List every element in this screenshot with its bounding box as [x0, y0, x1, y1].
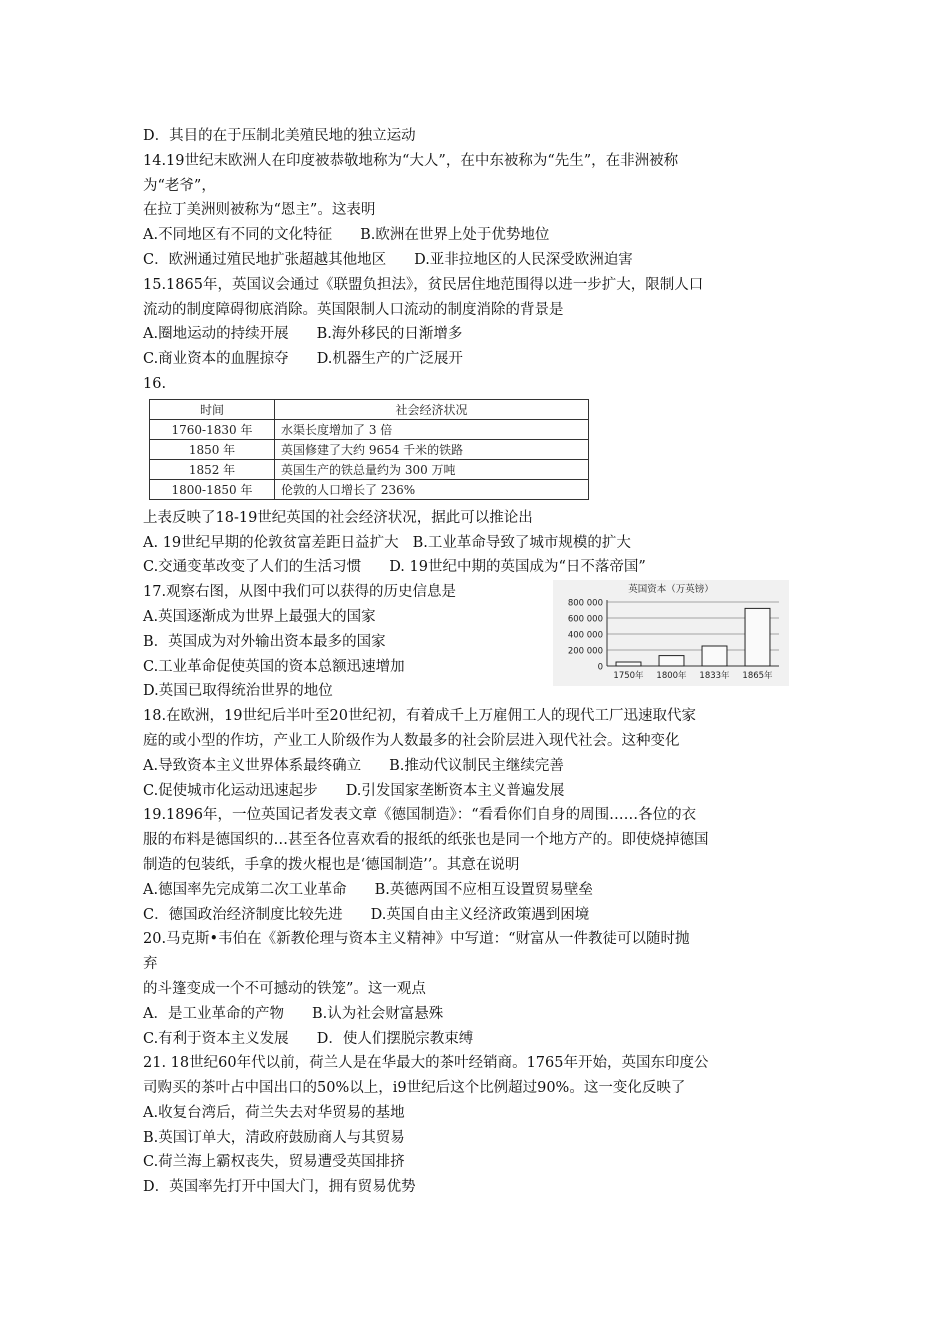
q14-options-cd	[143, 248, 803, 273]
y-tick-label: 600 000	[567, 614, 603, 625]
q15-stem-cont: 流动的制度障碍彻底消除。英国限制人口流动的制度消除的背景是	[143, 301, 564, 318]
table-row	[150, 419, 589, 439]
q15-option-b: B.海外移民的日渐增多	[316, 326, 463, 343]
q21-option-b: B.英国订单大，清政府鼓励商人与其贸易	[143, 1129, 405, 1146]
q16-option-a: A. 19世纪早期的伦敦贫富差距日益扩大	[143, 534, 399, 551]
q17-option-c: C.工业革命促使英国的资本总额迅速增加	[143, 658, 405, 675]
q21-stem: 21. 18世纪60年代以前，荷兰人是在华最大的茶叶经销商。1765年开始，英国东印度公	[143, 1055, 709, 1072]
q19-option-b: B.英德两国不应相互设置贸易壁垒	[374, 881, 593, 898]
q20-options-ab	[143, 1002, 803, 1027]
q16-table	[149, 399, 589, 500]
q16-options-ab	[143, 531, 803, 556]
q20-stem-cont: 弃	[143, 956, 158, 973]
q17-block	[143, 580, 803, 704]
table-header-time: 时间	[150, 399, 275, 419]
chart-bar	[745, 609, 770, 667]
q21-option-c: C.荷兰海上霸权丧失，贸易遭受英国排挤	[143, 1154, 405, 1171]
table-cell-status: 伦敦的人口增长了 236%	[275, 479, 589, 499]
q19-stem-cont2: 制造的包装纸，手拿的拨火棍也是‘德国制造’’。其意在说明	[143, 856, 520, 873]
q19-stem-cont: 服的布料是德国织的…甚至各位喜欢看的报纸的纸张也是同一个地方产的。即使烧掉德国	[143, 832, 709, 849]
q18-options-ab	[143, 754, 803, 779]
q15-stem: 15.1865年，英国议会通过《联盟负担法》，贫民居住地范围得以进一步扩大，限制人口	[143, 276, 704, 293]
q14-option-b: B.欧洲在世界上处于优势地位	[360, 227, 550, 244]
q15-option-a: A.圈地运动的持续开展	[143, 326, 289, 343]
capital-bar-chart	[553, 580, 789, 686]
chart-bar	[616, 662, 641, 666]
y-tick-label: 0	[597, 662, 603, 673]
q18-option-c: C.促使城市化运动迅速起步	[143, 782, 318, 799]
chart-title: 英国资本（万英镑）	[628, 584, 714, 596]
table-row	[150, 439, 589, 459]
table-header-row	[150, 399, 589, 419]
q17-option-a: A.英国逐渐成为世界上最强大的国家	[143, 608, 376, 625]
q14-stem: 14.19世纪末欧洲人在印度被恭敬地称为“大人”，在中东被称为“先生”，在非洲被称	[143, 152, 679, 169]
q16-number: 16.	[143, 375, 167, 392]
y-tick-label: 400 000	[567, 630, 603, 641]
q15-options-ab	[143, 322, 803, 347]
q15-option-d: D.机器生产的广泛展开	[316, 351, 463, 368]
q20-options-cd	[143, 1027, 803, 1052]
q18-stem-cont: 庭的或小型的作坊，产业工人阶级作为人数最多的社会阶层进入现代社会。这种变化	[143, 732, 680, 749]
q21-option-a: A.收复台湾后，荷兰失去对华贸易的基地	[143, 1104, 405, 1121]
q20-option-c: C.有利于资本主义发展	[143, 1030, 289, 1047]
q20-stem: 20.马克斯•韦伯在《新教伦理与资本主义精神》中写道：“财富从一件教徒可以随时抛	[143, 931, 690, 948]
q18-option-a: A.导致资本主义世界体系最终确立	[143, 757, 362, 774]
q13-option-d: D．其目的在于压制北美殖民地的独立运动	[143, 128, 416, 144]
y-tick-label: 200 000	[567, 646, 603, 657]
q19-options-cd	[143, 903, 803, 928]
q19-stem: 19.1896年，一位英国记者发表文章《德国制造》：“看看你们自身的周围……各位的衣	[143, 807, 697, 824]
q14-stem-cont2: 在拉丁美洲则被称为“恩主”。这表明	[143, 202, 376, 219]
q17-stem: 17.观察右图，从图中我们可以获得的历史信息是	[143, 584, 457, 601]
q18-option-b: B.推动代议制民主继续完善	[389, 757, 564, 774]
q20-stem-cont2: 的斗篷变成一个不可撼动的铁笼”。这一观点	[143, 980, 426, 997]
q14-option-c: C．欧洲通过殖民地扩张超越其他地区	[143, 251, 387, 268]
q19-option-c: C．德国政治经济制度比较先进	[143, 906, 343, 923]
x-tick-label: 1833年	[699, 671, 730, 682]
q20-option-a: A．是工业革命的产物	[143, 1005, 284, 1022]
q18-stem: 18.在欧洲，19世纪后半叶至20世纪初，有着成千上万雇佣工人的现代工厂迅速取代家	[143, 708, 696, 725]
q16-option-d: D. 19世纪中期的英国成为“日不落帝国”	[389, 559, 646, 576]
q17-option-b: B．英国成为对外输出资本最多的国家	[143, 633, 386, 650]
table-cell-status: 英国修建了大约 9654 千米的铁路	[275, 439, 589, 459]
q15-options-cd	[143, 347, 803, 372]
q16-options-cd	[143, 555, 803, 580]
exam-page	[143, 124, 803, 1200]
table-row	[150, 479, 589, 499]
q19-options-ab	[143, 878, 803, 903]
table-cell-time: 1800-1850 年	[150, 479, 275, 499]
q16-option-c: C.交通变革改变了人们的生活习惯	[143, 559, 362, 576]
q21-stem-cont: 司购买的茶叶占中国出口的50%以上，i9世纪后这个比例超过90%。这一变化反映了	[143, 1080, 686, 1097]
y-tick-label: 800 000	[567, 598, 603, 609]
table-cell-status: 英国生产的铁总量约为 300 万吨	[275, 459, 589, 479]
q16-stem: 上表反映了18-19世纪英国的社会经济状况，据此可以推论出	[143, 509, 533, 526]
table-cell-time: 1760-1830 年	[150, 419, 275, 439]
x-tick-label: 1865年	[742, 671, 773, 682]
q14-option-a: A.不同地区有不同的文化特征	[143, 227, 333, 244]
q18-option-d: D.引发国家垄断资本主义普遍发展	[345, 782, 565, 799]
q20-option-d: D．使人们摆脱宗教束缚	[316, 1030, 474, 1047]
q19-option-a: A.德国率先完成第二次工业革命	[143, 881, 347, 898]
table-row	[150, 459, 589, 479]
q21-option-d: D．英国率先打开中国大门，拥有贸易优势	[143, 1179, 416, 1196]
table-cell-time: 1850 年	[150, 439, 275, 459]
q16-option-b: B.工业革命导致了城市规模的扩大	[412, 534, 631, 551]
chart-bar	[659, 656, 684, 666]
q17-option-d: D.英国已取得统治世界的地位	[143, 683, 333, 700]
q19-option-d: D.英国自由主义经济政策遇到困境	[370, 906, 590, 923]
q14-option-d: D.亚非拉地区的人民深受欧洲迫害	[414, 251, 633, 268]
table-header-status: 社会经济状况	[275, 399, 589, 419]
q18-options-cd	[143, 779, 803, 804]
q20-option-b: B.认为社会财富悬殊	[311, 1005, 444, 1022]
chart-bar	[702, 646, 727, 666]
q14-stem-cont: 为“老爷”，	[143, 177, 216, 194]
q15-option-c: C.商业资本的血腥掠夺	[143, 351, 289, 368]
x-tick-label: 1800年	[656, 671, 687, 682]
q14-options-ab	[143, 223, 803, 248]
table-cell-status: 水渠长度增加了 3 倍	[275, 419, 589, 439]
table-cell-time: 1852 年	[150, 459, 275, 479]
x-tick-label: 1750年	[613, 671, 644, 682]
